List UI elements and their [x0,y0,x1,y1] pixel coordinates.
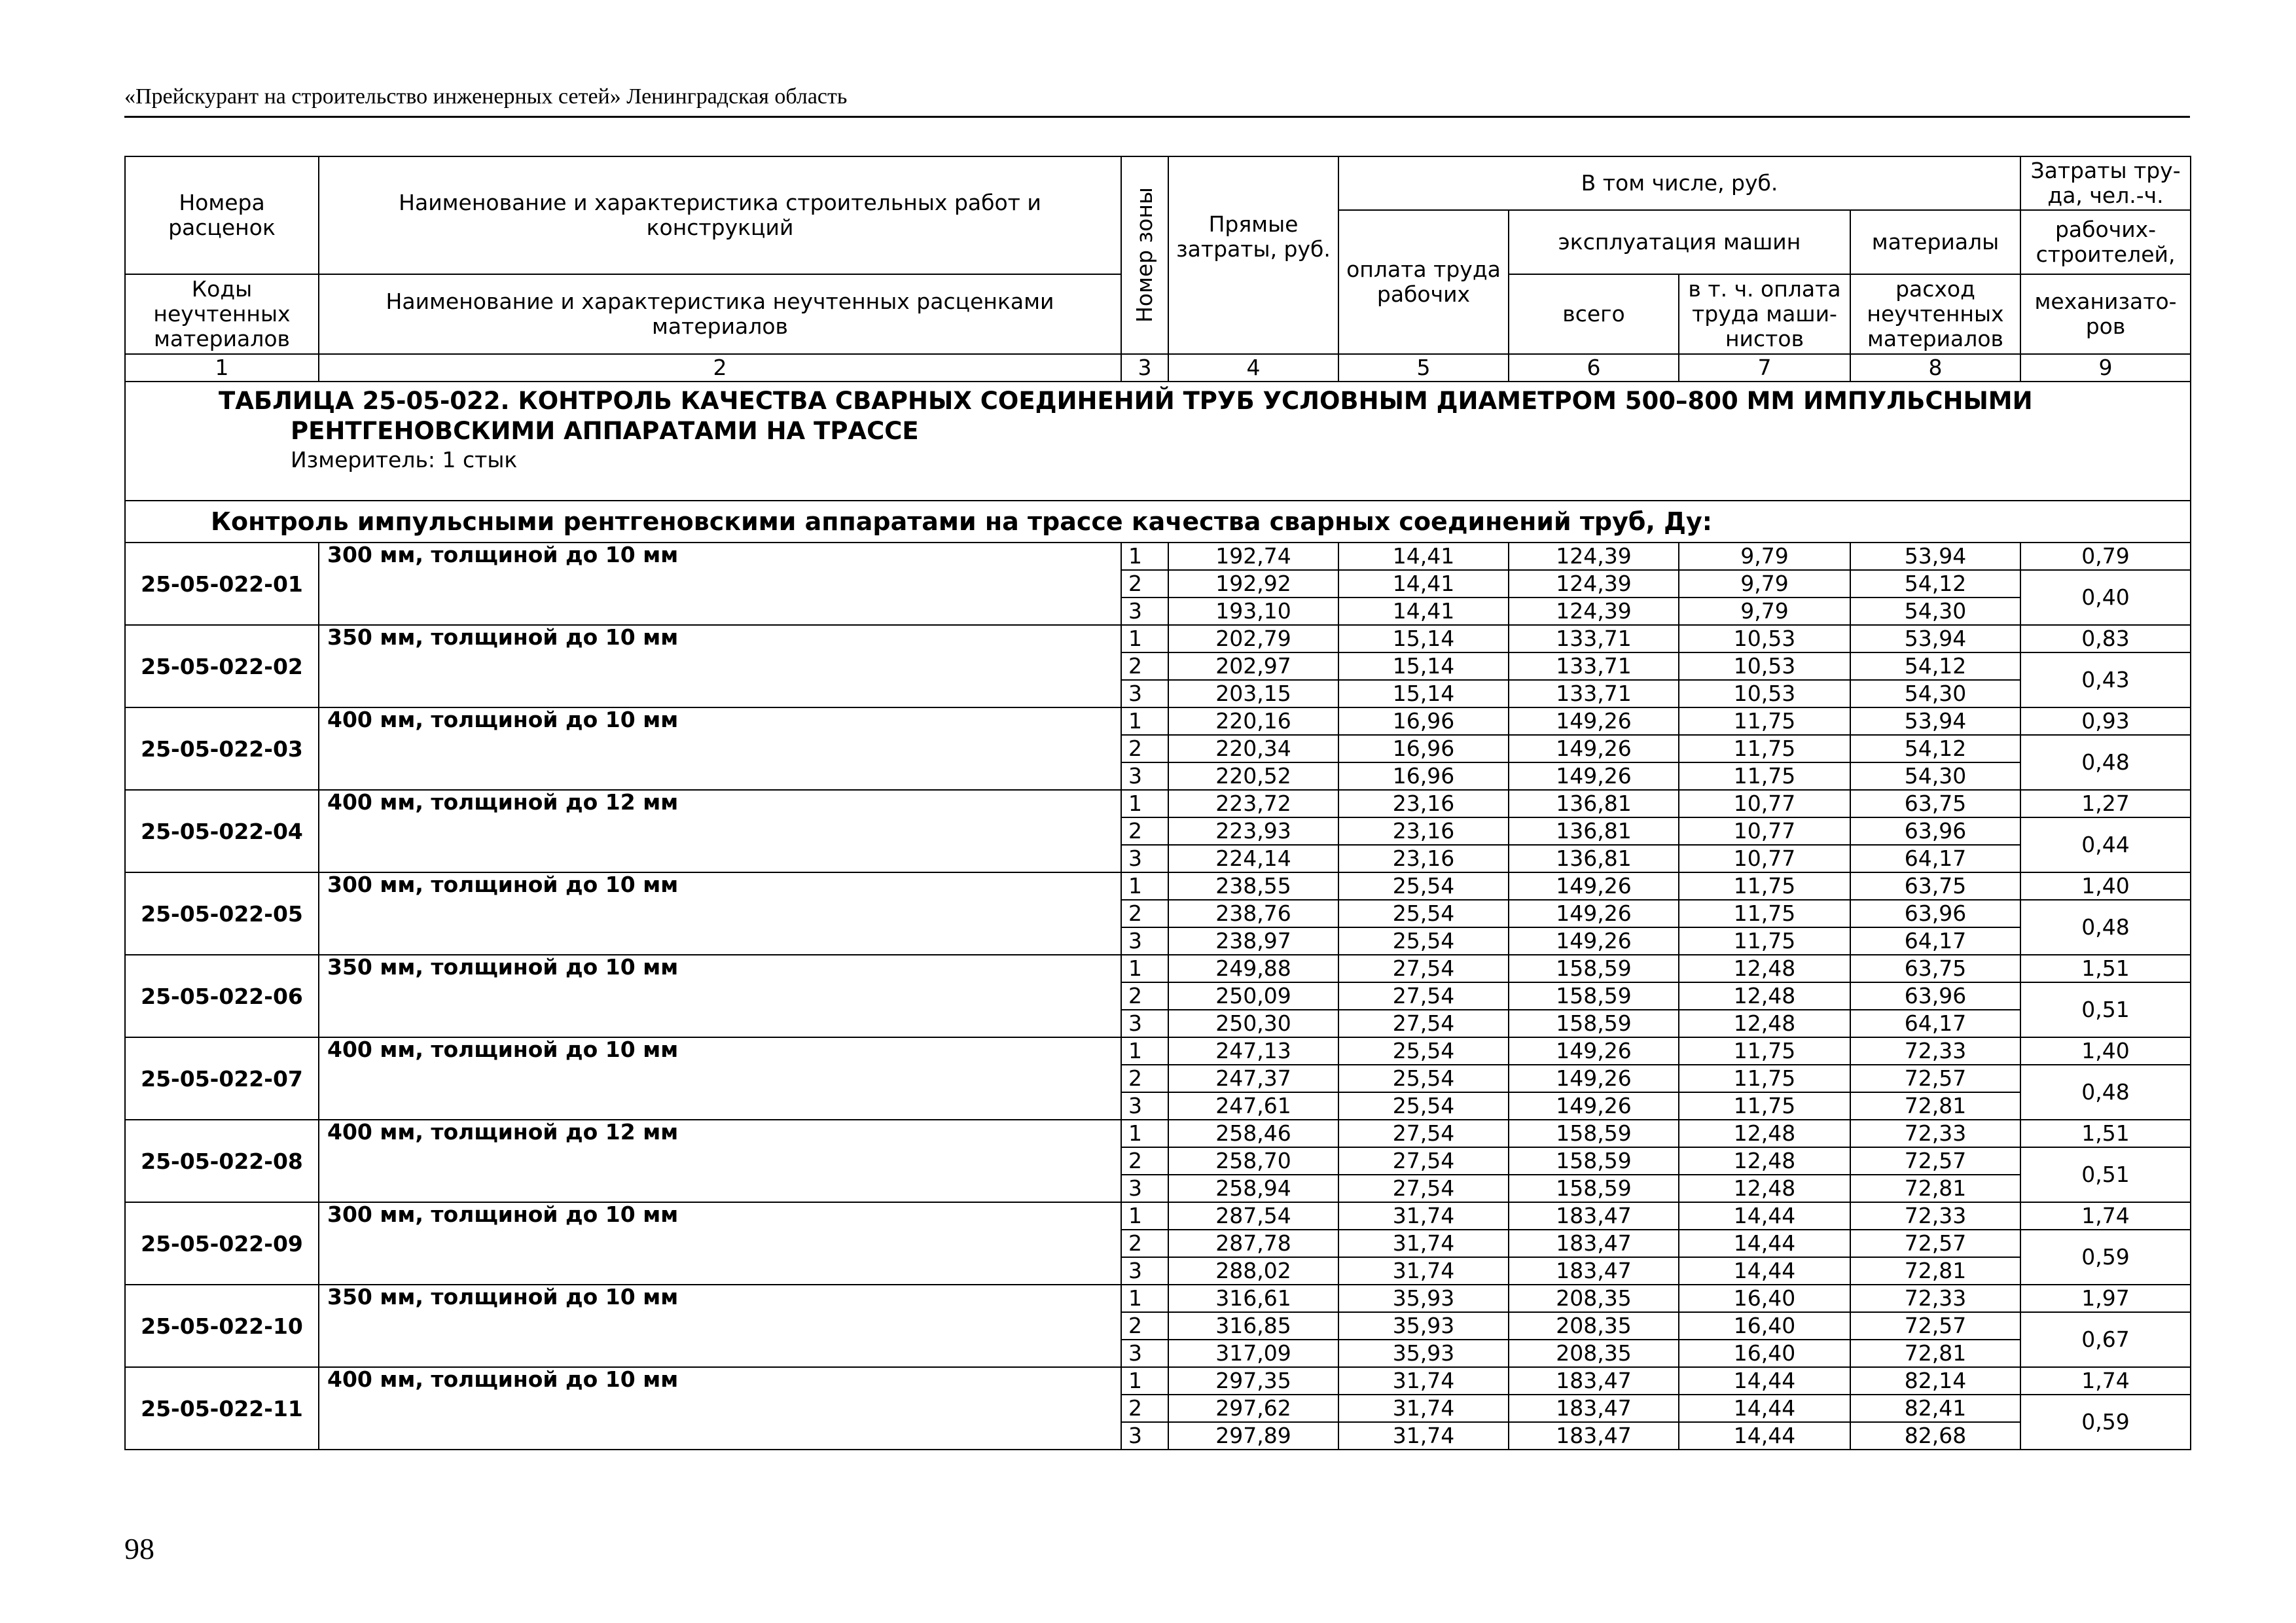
materials-cost: 54,30 [1850,680,2020,707]
labor-mech: 0,48 [2020,1065,2191,1120]
wage-cost: 15,14 [1338,625,1509,652]
col-number: 7 [1679,354,1850,382]
header-zone-label: Номер зоны [1132,187,1157,323]
rate-description: 400 мм, толщиной до 12 мм [319,790,1121,872]
labor-workers: 1,97 [2020,1285,2191,1312]
wage-cost: 27,54 [1338,1147,1509,1175]
header-machines-wage: в т. ч. оплата труда маши-нистов [1679,274,1850,354]
direct-costs: 220,16 [1168,707,1338,735]
rate-description: 300 мм, толщиной до 10 мм [319,1202,1121,1285]
materials-cost: 72,57 [1850,1230,2020,1257]
wage-cost: 16,96 [1338,762,1509,790]
wage-cost: 23,16 [1338,845,1509,872]
zone-number: 2 [1121,652,1168,680]
machinist-wage: 11,75 [1679,1092,1850,1120]
wage-cost: 14,41 [1338,570,1509,597]
wage-cost: 15,14 [1338,652,1509,680]
machines-total: 124,39 [1509,543,1679,570]
zone-number: 1 [1121,1120,1168,1147]
zone-number: 1 [1121,872,1168,900]
direct-costs: 247,61 [1168,1092,1338,1120]
direct-costs: 202,97 [1168,652,1338,680]
rate-description: 300 мм, толщиной до 10 мм [319,543,1121,625]
wage-cost: 14,41 [1338,597,1509,625]
labor-workers: 1,40 [2020,1037,2191,1065]
direct-costs: 287,54 [1168,1202,1338,1230]
labor-workers: 1,27 [2020,790,2191,817]
rate-description: 350 мм, толщиной до 10 мм [319,955,1121,1037]
machines-total: 149,26 [1509,735,1679,762]
header-labor-mech: механизато-ров [2020,274,2191,354]
direct-costs: 250,09 [1168,982,1338,1010]
machinist-wage: 11,75 [1679,927,1850,955]
direct-costs: 238,55 [1168,872,1338,900]
section-heading: Контроль импульсными рентгеновскими аппаратами на трассе качества сварных соединений труб, Ду: [125,501,2191,543]
wage-cost: 16,96 [1338,735,1509,762]
table-row [125,1120,2191,1147]
table-row [125,1037,2191,1065]
wage-cost: 31,74 [1338,1202,1509,1230]
rate-description: 350 мм, толщиной до 10 мм [319,1285,1121,1367]
wage-cost: 27,54 [1338,1175,1509,1202]
materials-cost: 64,17 [1850,1010,2020,1037]
zone-number: 3 [1121,1257,1168,1285]
table-row [125,543,2191,570]
machinist-wage: 10,53 [1679,680,1850,707]
materials-cost: 72,81 [1850,1340,2020,1367]
header-materials-unaccounted: расход неучтенных материалов [1850,274,2020,354]
zone-number: 3 [1121,927,1168,955]
machinist-wage: 12,48 [1679,1175,1850,1202]
labor-mech: 0,51 [2020,982,2191,1037]
machines-total: 208,35 [1509,1312,1679,1340]
direct-costs: 249,88 [1168,955,1338,982]
wage-cost: 25,54 [1338,927,1509,955]
zone-number: 1 [1121,790,1168,817]
table-row [125,955,2191,982]
header-including: В том числе, руб. [1338,156,2020,210]
labor-workers: 0,93 [2020,707,2191,735]
materials-cost: 72,81 [1850,1092,2020,1120]
table-title-line1: ТАБЛИЦА 25-05-022. КОНТРОЛЬ КАЧЕСТВА СВАРНЫХ СОЕДИНЕНИЙ ТРУБ УСЛОВНЫМ ДИАМЕТРОМ 500–800 ММ ИМПУЛЬСНЫМИ [219,387,2033,415]
machines-total: 149,26 [1509,1065,1679,1092]
rate-code: 25-05-022-07 [125,1037,319,1120]
direct-costs: 247,37 [1168,1065,1338,1092]
wage-cost: 35,93 [1338,1285,1509,1312]
wage-cost: 27,54 [1338,982,1509,1010]
table-title-line2: РЕНТГЕНОВСКИМИ АППАРАТАМИ НА ТРАССЕ [291,417,919,445]
labor-workers: 1,74 [2020,1202,2191,1230]
col-number: 8 [1850,354,2020,382]
wage-cost: 15,14 [1338,680,1509,707]
wage-cost: 25,54 [1338,872,1509,900]
wage-cost: 35,93 [1338,1312,1509,1340]
wage-cost: 25,54 [1338,900,1509,927]
table-row [125,707,2191,735]
materials-cost: 54,30 [1850,597,2020,625]
labor-mech: 0,67 [2020,1312,2191,1367]
col-number: 9 [2020,354,2191,382]
wage-cost: 31,74 [1338,1395,1509,1422]
machines-total: 133,71 [1509,625,1679,652]
running-head: «Прейскурант на строительство инженерных сетей» Ленинградская область [124,84,848,109]
direct-costs: 317,09 [1168,1340,1338,1367]
machinist-wage: 10,77 [1679,845,1850,872]
machinist-wage: 9,79 [1679,597,1850,625]
zone-number: 3 [1121,762,1168,790]
zone-number: 1 [1121,1037,1168,1065]
machines-total: 183,47 [1509,1422,1679,1450]
wage-cost: 23,16 [1338,790,1509,817]
zone-number: 3 [1121,597,1168,625]
rate-code: 25-05-022-06 [125,955,319,1037]
materials-cost: 72,57 [1850,1312,2020,1340]
rate-code: 25-05-022-08 [125,1120,319,1202]
col-number: 5 [1338,354,1509,382]
direct-costs: 316,61 [1168,1285,1338,1312]
labor-workers: 1,51 [2020,1120,2191,1147]
materials-cost: 82,68 [1850,1422,2020,1450]
machines-total: 208,35 [1509,1285,1679,1312]
zone-number: 1 [1121,707,1168,735]
machinist-wage: 11,75 [1679,707,1850,735]
direct-costs: 288,02 [1168,1257,1338,1285]
zone-number: 2 [1121,1065,1168,1092]
materials-cost: 72,33 [1850,1202,2020,1230]
table-row [125,1285,2191,1312]
table-row [125,872,2191,900]
machinist-wage: 16,40 [1679,1312,1850,1340]
direct-costs: 258,46 [1168,1120,1338,1147]
header-wage: оплата труда рабочих [1338,210,1509,354]
header-machines: эксплуатация машин [1509,210,1850,274]
rate-code: 25-05-022-05 [125,872,319,955]
labor-mech: 0,48 [2020,735,2191,790]
direct-costs: 238,76 [1168,900,1338,927]
wage-cost: 31,74 [1338,1367,1509,1395]
header-codes-bottom: Коды неучтенных материалов [125,274,319,354]
direct-costs: 258,94 [1168,1175,1338,1202]
zone-number: 2 [1121,1312,1168,1340]
zone-number: 2 [1121,982,1168,1010]
zone-number: 1 [1121,1202,1168,1230]
machinist-wage: 14,44 [1679,1395,1850,1422]
direct-costs: 192,92 [1168,570,1338,597]
direct-costs: 297,89 [1168,1422,1338,1450]
machinist-wage: 12,48 [1679,955,1850,982]
zone-number: 3 [1121,845,1168,872]
machines-total: 124,39 [1509,570,1679,597]
machines-total: 183,47 [1509,1202,1679,1230]
machinist-wage: 10,53 [1679,625,1850,652]
direct-costs: 238,97 [1168,927,1338,955]
machinist-wage: 14,44 [1679,1202,1850,1230]
machinist-wage: 11,75 [1679,762,1850,790]
machines-total: 183,47 [1509,1395,1679,1422]
table-body [125,543,2191,1450]
labor-mech: 0,59 [2020,1230,2191,1285]
machines-total: 158,59 [1509,955,1679,982]
machinist-wage: 11,75 [1679,872,1850,900]
direct-costs: 223,93 [1168,817,1338,845]
header-zone [1121,156,1168,354]
wage-cost: 31,74 [1338,1230,1509,1257]
materials-cost: 72,81 [1850,1175,2020,1202]
machinist-wage: 16,40 [1679,1285,1850,1312]
materials-cost: 54,12 [1850,652,2020,680]
rate-code: 25-05-022-09 [125,1202,319,1285]
machinist-wage: 9,79 [1679,543,1850,570]
zone-number: 1 [1121,543,1168,570]
direct-costs: 193,10 [1168,597,1338,625]
machinist-wage: 12,48 [1679,982,1850,1010]
machines-total: 136,81 [1509,790,1679,817]
direct-costs: 192,74 [1168,543,1338,570]
zone-number: 3 [1121,1175,1168,1202]
machinist-wage: 10,77 [1679,790,1850,817]
rate-code: 25-05-022-03 [125,707,319,790]
direct-costs: 247,13 [1168,1037,1338,1065]
rate-code: 25-05-022-02 [125,625,319,707]
materials-cost: 63,75 [1850,955,2020,982]
rate-description: 350 мм, толщиной до 10 мм [319,625,1121,707]
labor-workers: 0,79 [2020,543,2191,570]
col-number: 4 [1168,354,1338,382]
machines-total: 149,26 [1509,762,1679,790]
materials-cost: 54,12 [1850,570,2020,597]
table-unit: Измеритель: 1 стык [291,447,518,473]
header-labor-workers: рабочих-строителей, [2020,210,2191,274]
materials-cost: 63,96 [1850,982,2020,1010]
machines-total: 183,47 [1509,1257,1679,1285]
header-rule [124,116,2190,118]
zone-number: 3 [1121,1092,1168,1120]
rate-code: 25-05-022-01 [125,543,319,625]
labor-workers: 0,83 [2020,625,2191,652]
zone-number: 2 [1121,817,1168,845]
table-title-block [125,382,2191,501]
materials-cost: 64,17 [1850,845,2020,872]
rate-description: 300 мм, толщиной до 10 мм [319,872,1121,955]
machinist-wage: 16,40 [1679,1340,1850,1367]
materials-cost: 64,17 [1850,927,2020,955]
materials-cost: 72,57 [1850,1147,2020,1175]
machinist-wage: 11,75 [1679,1037,1850,1065]
header-name-top: Наименование и характеристика строительных работ и конструкций [319,156,1121,274]
wage-cost: 27,54 [1338,1120,1509,1147]
zone-number: 2 [1121,735,1168,762]
table-row [125,1367,2191,1395]
rate-code: 25-05-022-11 [125,1367,319,1450]
machinist-wage: 11,75 [1679,1065,1850,1092]
wage-cost: 23,16 [1338,817,1509,845]
machines-total: 149,26 [1509,1037,1679,1065]
labor-workers: 1,40 [2020,872,2191,900]
machinist-wage: 10,53 [1679,652,1850,680]
zone-number: 3 [1121,1340,1168,1367]
page-number: 98 [124,1532,154,1565]
machines-total: 208,35 [1509,1340,1679,1367]
machines-total: 158,59 [1509,1120,1679,1147]
materials-cost: 72,57 [1850,1065,2020,1092]
rate-description: 400 мм, толщиной до 10 мм [319,707,1121,790]
machines-total: 124,39 [1509,597,1679,625]
wage-cost: 31,74 [1338,1422,1509,1450]
machinist-wage: 9,79 [1679,570,1850,597]
wage-cost: 25,54 [1338,1037,1509,1065]
materials-cost: 63,75 [1850,790,2020,817]
materials-cost: 72,81 [1850,1257,2020,1285]
direct-costs: 223,72 [1168,790,1338,817]
labor-workers: 1,51 [2020,955,2191,982]
labor-mech: 0,40 [2020,570,2191,625]
table-title [219,386,2182,446]
machines-total: 183,47 [1509,1230,1679,1257]
col-number: 3 [1121,354,1168,382]
wage-cost: 35,93 [1338,1340,1509,1367]
materials-cost: 72,33 [1850,1037,2020,1065]
machinist-wage: 14,44 [1679,1257,1850,1285]
wage-cost: 27,54 [1338,1010,1509,1037]
machinist-wage: 12,48 [1679,1147,1850,1175]
materials-cost: 53,94 [1850,543,2020,570]
header-materials: материалы [1850,210,2020,274]
machines-total: 149,26 [1509,872,1679,900]
machinist-wage: 14,44 [1679,1367,1850,1395]
col-number: 1 [125,354,319,382]
header-name-bottom: Наименование и характеристика неучтенных расценками материалов [319,274,1121,354]
zone-number: 2 [1121,1230,1168,1257]
machines-total: 149,26 [1509,1092,1679,1120]
wage-cost: 31,74 [1338,1257,1509,1285]
materials-cost: 54,12 [1850,735,2020,762]
machinist-wage: 14,44 [1679,1422,1850,1450]
labor-mech: 0,59 [2020,1395,2191,1450]
zone-number: 1 [1121,1367,1168,1395]
machinist-wage: 12,48 [1679,1120,1850,1147]
machinist-wage: 10,77 [1679,817,1850,845]
table-row [125,625,2191,652]
zone-number: 2 [1121,1147,1168,1175]
zone-number: 1 [1121,1285,1168,1312]
header-codes-top: Номера расценок [125,156,319,274]
wage-cost: 14,41 [1338,543,1509,570]
rate-description: 400 мм, толщиной до 10 мм [319,1367,1121,1450]
direct-costs: 316,85 [1168,1312,1338,1340]
zone-number: 1 [1121,625,1168,652]
materials-cost: 72,33 [1850,1285,2020,1312]
rate-description: 400 мм, толщиной до 10 мм [319,1037,1121,1120]
machines-total: 133,71 [1509,652,1679,680]
rate-description: 400 мм, толщиной до 12 мм [319,1120,1121,1202]
header-direct-costs: Прямые затраты, руб. [1168,156,1338,354]
materials-cost: 53,94 [1850,707,2020,735]
labor-workers: 1,74 [2020,1367,2191,1395]
zone-number: 3 [1121,1422,1168,1450]
machines-total: 133,71 [1509,680,1679,707]
direct-costs: 224,14 [1168,845,1338,872]
machines-total: 136,81 [1509,817,1679,845]
rate-code: 25-05-022-04 [125,790,319,872]
rate-code: 25-05-022-10 [125,1285,319,1367]
machinist-wage: 11,75 [1679,900,1850,927]
machines-total: 158,59 [1509,1175,1679,1202]
zone-number: 2 [1121,570,1168,597]
table-row [125,1202,2191,1230]
direct-costs: 287,78 [1168,1230,1338,1257]
direct-costs: 297,62 [1168,1395,1338,1422]
machines-total: 136,81 [1509,845,1679,872]
direct-costs: 220,52 [1168,762,1338,790]
materials-cost: 82,41 [1850,1395,2020,1422]
direct-costs: 203,15 [1168,680,1338,707]
direct-costs: 220,34 [1168,735,1338,762]
labor-mech: 0,43 [2020,652,2191,707]
machines-total: 158,59 [1509,1010,1679,1037]
header-machines-total: всего [1509,274,1679,354]
direct-costs: 297,35 [1168,1367,1338,1395]
materials-cost: 54,30 [1850,762,2020,790]
zone-number: 2 [1121,900,1168,927]
col-number: 6 [1509,354,1679,382]
machinist-wage: 14,44 [1679,1230,1850,1257]
machines-total: 149,26 [1509,927,1679,955]
machines-total: 158,59 [1509,982,1679,1010]
wage-cost: 27,54 [1338,955,1509,982]
zone-number: 3 [1121,1010,1168,1037]
machines-total: 149,26 [1509,707,1679,735]
labor-mech: 0,48 [2020,900,2191,955]
materials-cost: 63,75 [1850,872,2020,900]
machinist-wage: 12,48 [1679,1010,1850,1037]
labor-mech: 0,44 [2020,817,2191,872]
wage-cost: 25,54 [1338,1065,1509,1092]
labor-mech: 0,51 [2020,1147,2191,1202]
materials-cost: 82,14 [1850,1367,2020,1395]
direct-costs: 258,70 [1168,1147,1338,1175]
materials-cost: 63,96 [1850,817,2020,845]
direct-costs: 202,79 [1168,625,1338,652]
col-number: 2 [319,354,1121,382]
header-labor-top: Затраты тру-да, чел.-ч. [2020,156,2191,210]
machines-total: 158,59 [1509,1147,1679,1175]
zone-number: 3 [1121,680,1168,707]
wage-cost: 25,54 [1338,1092,1509,1120]
materials-cost: 63,96 [1850,900,2020,927]
machines-total: 149,26 [1509,900,1679,927]
machinist-wage: 11,75 [1679,735,1850,762]
direct-costs: 250,30 [1168,1010,1338,1037]
materials-cost: 53,94 [1850,625,2020,652]
machines-total: 183,47 [1509,1367,1679,1395]
price-table [124,156,2191,1450]
materials-cost: 72,33 [1850,1120,2020,1147]
wage-cost: 16,96 [1338,707,1509,735]
zone-number: 2 [1121,1395,1168,1422]
zone-number: 1 [1121,955,1168,982]
table-row [125,790,2191,817]
